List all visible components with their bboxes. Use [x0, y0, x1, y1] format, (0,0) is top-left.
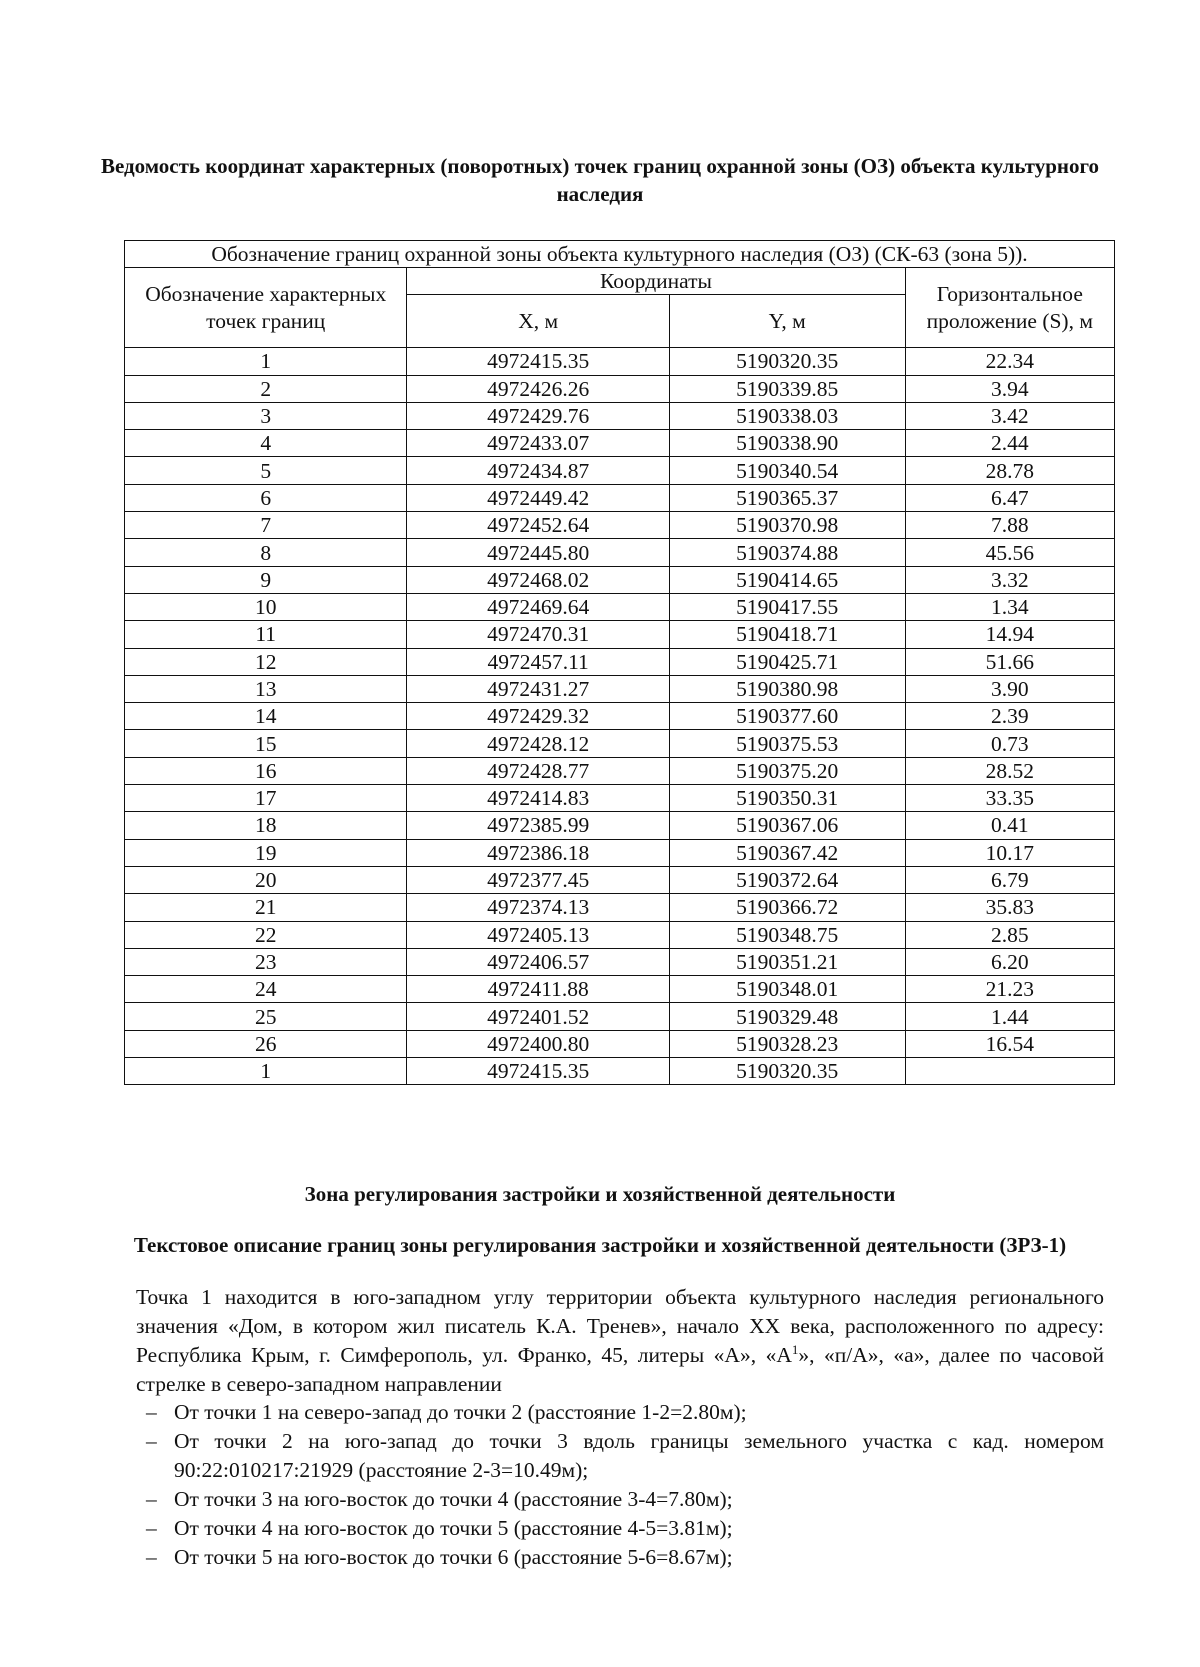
y-coordinate-cell: 5190350.31	[669, 785, 905, 812]
table-row	[125, 402, 1115, 429]
distance-cell: 3.90	[905, 675, 1114, 702]
distance-cell: 2.39	[905, 703, 1114, 730]
list-item	[136, 1514, 1104, 1543]
y-coordinate-cell: 5190351.21	[669, 948, 905, 975]
distance-cell: 28.52	[905, 757, 1114, 784]
y-coordinate-cell: 5190418.71	[669, 621, 905, 648]
distance-cell: 51.66	[905, 648, 1114, 675]
point-number-cell: 10	[125, 593, 407, 620]
distance-cell: 7.88	[905, 512, 1114, 539]
y-coordinate-cell: 5190414.65	[669, 566, 905, 593]
y-coordinate-cell: 5190380.98	[669, 675, 905, 702]
x-coordinate-cell: 4972411.88	[407, 976, 669, 1003]
point-number-cell: 26	[125, 1030, 407, 1057]
distance-cell: 6.20	[905, 948, 1114, 975]
y-coordinate-cell: 5190338.03	[669, 402, 905, 429]
point-number-cell: 25	[125, 1003, 407, 1030]
paragraph-superscript: 1	[791, 1341, 799, 1357]
point-number-cell: 17	[125, 785, 407, 812]
x-coordinate-cell: 4972377.45	[407, 866, 669, 893]
point-number-cell: 6	[125, 484, 407, 511]
x-coordinate-cell: 4972468.02	[407, 566, 669, 593]
table-row	[125, 1058, 1115, 1085]
point-number-cell: 15	[125, 730, 407, 757]
point-number-cell: 20	[125, 866, 407, 893]
y-coordinate-cell: 5190365.37	[669, 484, 905, 511]
point-number-cell: 11	[125, 621, 407, 648]
section-title: Зона регулирования застройки и хозяйственной деятельности	[304, 1182, 896, 1206]
distance-cell: 10.17	[905, 839, 1114, 866]
table-row	[125, 430, 1115, 457]
table-row	[125, 757, 1115, 784]
dash-bullet: –	[146, 1487, 157, 1511]
distance-cell: 2.44	[905, 430, 1114, 457]
distance-cell: 28.78	[905, 457, 1114, 484]
table-row	[125, 457, 1115, 484]
table-row	[125, 593, 1115, 620]
table-row	[125, 566, 1115, 593]
distance-cell: 33.35	[905, 785, 1114, 812]
table-row	[125, 621, 1115, 648]
point-number-cell: 1	[125, 1058, 407, 1085]
header-coordinates: Координаты	[407, 268, 905, 295]
x-coordinate-cell: 4972428.77	[407, 757, 669, 784]
y-coordinate-cell: 5190367.06	[669, 812, 905, 839]
x-coordinate-cell: 4972429.32	[407, 703, 669, 730]
distance-cell: 3.32	[905, 566, 1114, 593]
point-number-cell: 21	[125, 894, 407, 921]
point-number-cell: 8	[125, 539, 407, 566]
distance-cell: 35.83	[905, 894, 1114, 921]
boundary-steps-list	[136, 1398, 1104, 1572]
point-number-cell: 7	[125, 512, 407, 539]
distance-cell	[905, 1058, 1114, 1085]
table-row	[125, 1003, 1115, 1030]
y-coordinate-cell: 5190320.35	[669, 348, 905, 375]
point-number-cell: 1	[125, 348, 407, 375]
table-row	[125, 812, 1115, 839]
dash-bullet: –	[146, 1545, 157, 1569]
table-row	[125, 730, 1115, 757]
y-coordinate-cell: 5190339.85	[669, 375, 905, 402]
x-coordinate-cell: 4972426.26	[407, 375, 669, 402]
point-number-cell: 22	[125, 921, 407, 948]
list-item-text: От точки 4 на юго-восток до точки 5 (расстояние 4-5=3.81м);	[174, 1516, 733, 1540]
point-number-cell: 24	[125, 976, 407, 1003]
table-row	[125, 703, 1115, 730]
distance-cell: 0.41	[905, 812, 1114, 839]
list-item-text: От точки 5 на юго-восток до точки 6 (расстояние 5-6=8.67м);	[174, 1545, 733, 1569]
x-coordinate-cell: 4972415.35	[407, 1058, 669, 1085]
point-number-cell: 14	[125, 703, 407, 730]
table-row	[125, 866, 1115, 893]
distance-cell: 3.94	[905, 375, 1114, 402]
table-row	[125, 484, 1115, 511]
point-number-cell: 18	[125, 812, 407, 839]
table-row	[125, 1030, 1115, 1057]
x-coordinate-cell: 4972385.99	[407, 812, 669, 839]
list-item	[136, 1427, 1104, 1485]
list-item-text: От точки 3 на юго-восток до точки 4 (расстояние 3-4=7.80м);	[174, 1487, 733, 1511]
description-paragraph	[136, 1283, 1104, 1399]
distance-cell: 6.79	[905, 866, 1114, 893]
table-caption: Обозначение границ охранной зоны объекта культурного наследия (ОЗ) (СК-63 (зона 5)).	[125, 241, 1115, 268]
list-item	[136, 1485, 1104, 1514]
table-row	[125, 348, 1115, 375]
point-number-cell: 12	[125, 648, 407, 675]
table-row	[125, 894, 1115, 921]
x-coordinate-cell: 4972434.87	[407, 457, 669, 484]
point-number-cell: 19	[125, 839, 407, 866]
x-coordinate-cell: 4972445.80	[407, 539, 669, 566]
x-coordinate-cell: 4972400.80	[407, 1030, 669, 1057]
y-coordinate-cell: 5190329.48	[669, 1003, 905, 1030]
x-coordinate-cell: 4972429.76	[407, 402, 669, 429]
header-y: Y, м	[669, 295, 905, 348]
distance-cell: 16.54	[905, 1030, 1114, 1057]
header-horizontal-distance: Горизонтальное проложение (S), м	[905, 268, 1114, 348]
table-row	[125, 675, 1115, 702]
y-coordinate-cell: 5190377.60	[669, 703, 905, 730]
point-number-cell: 23	[125, 948, 407, 975]
point-number-cell: 9	[125, 566, 407, 593]
point-number-cell: 16	[125, 757, 407, 784]
distance-cell: 22.34	[905, 348, 1114, 375]
distance-cell: 1.44	[905, 1003, 1114, 1030]
list-item-text: От точки 1 на северо-запад до точки 2 (расстояние 1-2=2.80м);	[174, 1400, 747, 1424]
x-coordinate-cell: 4972386.18	[407, 839, 669, 866]
table-row	[125, 921, 1115, 948]
distance-cell: 2.85	[905, 921, 1114, 948]
point-number-cell: 2	[125, 375, 407, 402]
y-coordinate-cell: 5190370.98	[669, 512, 905, 539]
coordinates-table	[124, 240, 1115, 1085]
distance-cell: 0.73	[905, 730, 1114, 757]
y-coordinate-cell: 5190338.90	[669, 430, 905, 457]
x-coordinate-cell: 4972449.42	[407, 484, 669, 511]
y-coordinate-cell: 5190328.23	[669, 1030, 905, 1057]
subsection-title: Текстовое описание границ зоны регулирования застройки и хозяйственной деятельности (ЗРЗ-1)	[133, 1233, 1067, 1257]
header-x: X, м	[407, 295, 669, 348]
table-row	[125, 539, 1115, 566]
table-header-row	[125, 268, 1115, 295]
y-coordinate-cell: 5190366.72	[669, 894, 905, 921]
table-row	[125, 948, 1115, 975]
y-coordinate-cell: 5190374.88	[669, 539, 905, 566]
distance-cell: 21.23	[905, 976, 1114, 1003]
x-coordinate-cell: 4972428.12	[407, 730, 669, 757]
list-item-text: От точки 2 на юго-запад до точки 3 вдоль границы земельного участка с кад. номером 90:22:010217:21929 (расстояние 2-3=10.49м);	[174, 1429, 1104, 1482]
point-number-cell: 5	[125, 457, 407, 484]
table-row	[125, 648, 1115, 675]
document-title: Ведомость координат характерных (поворотных) точек границ охранной зоны (ОЗ) объекта культурного наследия	[100, 154, 1099, 206]
x-coordinate-cell: 4972452.64	[407, 512, 669, 539]
x-coordinate-cell: 4972469.64	[407, 593, 669, 620]
distance-cell: 3.42	[905, 402, 1114, 429]
x-coordinate-cell: 4972457.11	[407, 648, 669, 675]
table-row	[125, 512, 1115, 539]
table-row	[125, 785, 1115, 812]
y-coordinate-cell: 5190417.55	[669, 593, 905, 620]
table-row	[125, 976, 1115, 1003]
distance-cell: 1.34	[905, 593, 1114, 620]
y-coordinate-cell: 5190375.53	[669, 730, 905, 757]
x-coordinate-cell: 4972406.57	[407, 948, 669, 975]
point-number-cell: 3	[125, 402, 407, 429]
y-coordinate-cell: 5190348.01	[669, 976, 905, 1003]
x-coordinate-cell: 4972405.13	[407, 921, 669, 948]
dash-bullet: –	[146, 1400, 157, 1424]
distance-cell: 6.47	[905, 484, 1114, 511]
distance-cell: 14.94	[905, 621, 1114, 648]
x-coordinate-cell: 4972401.52	[407, 1003, 669, 1030]
table-caption-row	[125, 241, 1115, 268]
list-item	[136, 1543, 1104, 1572]
y-coordinate-cell: 5190425.71	[669, 648, 905, 675]
header-point: Обозначение характерных точек границ	[125, 268, 407, 348]
x-coordinate-cell: 4972414.83	[407, 785, 669, 812]
list-item	[136, 1398, 1104, 1427]
x-coordinate-cell: 4972374.13	[407, 894, 669, 921]
y-coordinate-cell: 5190367.42	[669, 839, 905, 866]
y-coordinate-cell: 5190340.54	[669, 457, 905, 484]
table-row	[125, 839, 1115, 866]
dash-bullet: –	[146, 1429, 157, 1453]
y-coordinate-cell: 5190320.35	[669, 1058, 905, 1085]
distance-cell: 45.56	[905, 539, 1114, 566]
point-number-cell: 4	[125, 430, 407, 457]
dash-bullet: –	[146, 1516, 157, 1540]
point-number-cell: 13	[125, 675, 407, 702]
y-coordinate-cell: 5190372.64	[669, 866, 905, 893]
y-coordinate-cell: 5190375.20	[669, 757, 905, 784]
x-coordinate-cell: 4972431.27	[407, 675, 669, 702]
x-coordinate-cell: 4972470.31	[407, 621, 669, 648]
y-coordinate-cell: 5190348.75	[669, 921, 905, 948]
paragraph-text-end: », «п/А», «а», далее по часовой стрелке в северо-западном направлении	[136, 1343, 1104, 1396]
x-coordinate-cell: 4972415.35	[407, 348, 669, 375]
paragraph-text-start: Точка 1 находится в юго-западном углу территории объекта культурного наследия регионального значения «Дом, в котором жил писатель К.А. Тренев», начало ХХ века, расположенного по адресу: Республика Крым, г. Симферополь, ул. Франко, 45, литеры «А», «А	[136, 1285, 1104, 1367]
x-coordinate-cell: 4972433.07	[407, 430, 669, 457]
table-row	[125, 375, 1115, 402]
